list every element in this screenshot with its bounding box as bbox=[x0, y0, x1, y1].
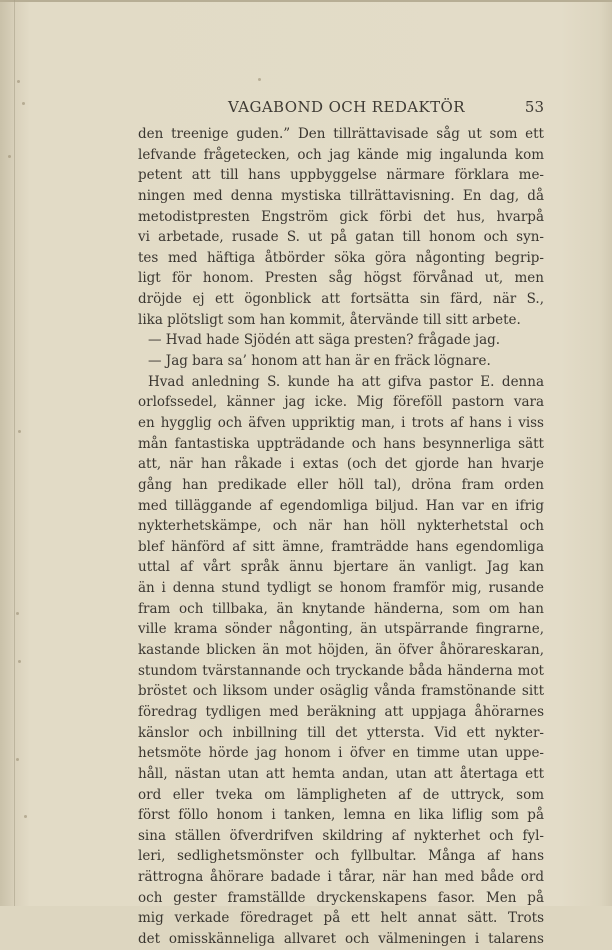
page-top-edge bbox=[0, 0, 612, 2]
text-line: känslor och inbillning till det yttersta. Vid ett nykter- bbox=[138, 724, 544, 741]
paper-speck bbox=[258, 78, 261, 81]
text-line: lika plötsligt som han kommit, återvände till sitt arbete. bbox=[138, 311, 521, 328]
paper-speck bbox=[17, 80, 20, 83]
text-line: hetsmöte hörde jag honom i öfver en timme utan uppe- bbox=[138, 745, 544, 762]
body-text bbox=[138, 124, 544, 950]
text-line: bröstet och liksom under osäglig vånda framstönande sitt bbox=[138, 683, 544, 700]
paper-speck bbox=[18, 430, 21, 433]
text-line: sina ställen öfverdrifven skildring af nykterhet och fyl- bbox=[138, 827, 544, 844]
text-line: med tilläggande af egendomliga biljud. Han var en ifrig bbox=[138, 497, 544, 514]
text-line: orlofssedel, känner jag icke. Mig föreföll pastorn vara bbox=[138, 394, 544, 411]
text-line: rättrogna åhörare badade i tårar, när han med både ord bbox=[138, 869, 544, 886]
dialogue-line: — Jag bara sa’ honom att han är en fräck lögnare. bbox=[148, 353, 491, 370]
text-line: stundom tvärstannande och tryckande båda händerna mot bbox=[138, 662, 544, 679]
text-line: att, när han råkade i extas (och det gjorde han hvarje bbox=[138, 456, 544, 473]
text-line: vi arbetade, rusade S. ut på gatan till honom och syn- bbox=[138, 229, 544, 246]
text-line: uttal af vårt språk ännu bjertare än vanligt. Jag kan bbox=[138, 559, 544, 576]
text-line: ningen med denna mystiska tillrättavisning. En dag, då bbox=[138, 187, 544, 204]
text-line: tes med häftiga åtbörder söka göra någonting begrip- bbox=[138, 249, 544, 266]
text-line: metodistpresten Engström gick förbi det hus, hvarpå bbox=[138, 208, 544, 225]
text-line: det omisskänneliga allvaret och välmeningen i talarens bbox=[138, 930, 544, 947]
text-line: fram och tillbaka, än knytande händerna, som om han bbox=[138, 600, 544, 617]
page-number: 53 bbox=[524, 98, 544, 116]
text-line: ord eller tveka om lämpligheten af de uttryck, som bbox=[138, 786, 544, 803]
binding-gutter bbox=[14, 0, 15, 906]
text-line: petent att till hans uppbyggelse närmare förklara me- bbox=[138, 167, 544, 184]
text-line: den treenige guden.” Den tillrättavisade såg ut som ett bbox=[138, 126, 544, 142]
paper-speck bbox=[16, 758, 19, 761]
paragraph-first-line: Hvad anledning S. kunde ha att gifva pastor E. denna bbox=[148, 373, 544, 390]
text-line: först föllo honom i tanken, lemna en lika liflig som på bbox=[138, 807, 544, 824]
text-line: ligt för honom. Presten såg högst förvånad ut, men bbox=[138, 270, 544, 287]
paper-speck bbox=[22, 102, 25, 105]
text-line: nykterhetskämpe, och när han höll nykterhetstal och bbox=[138, 518, 544, 535]
text-line: blef hänförd af sitt ämne, framträdde hans egendomliga bbox=[138, 538, 544, 555]
text-line: lefvande frågetecken, och jag kände mig ingalunda kom bbox=[138, 146, 544, 163]
text-line: håll, nästan utan att hemta andan, utan att återtaga ett bbox=[138, 765, 544, 782]
text-line: en hygglig och äfven uppriktig man, i trots af hans i viss bbox=[138, 414, 544, 431]
running-title: VAGABOND OCH REDAKTÖR bbox=[228, 98, 465, 116]
paper-speck bbox=[16, 612, 19, 615]
text-line: kastande blicken än mot höjden, än öfver åhörareskaran, bbox=[138, 642, 544, 659]
text-line: än i denna stund tydligt se honom framför mig, rusande bbox=[138, 580, 544, 597]
text-line: leri, sedlighetsmönster och fyllbultar. Många af hans bbox=[138, 848, 544, 865]
text-line: ville krama sönder någonting, än utspärrande fingrarne, bbox=[138, 621, 544, 638]
text-line: föredrag tydligen med beräkning att uppjaga åhörarnes bbox=[138, 703, 544, 720]
text-line: mån fantastiska uppträdande och hans besynnerliga sätt bbox=[138, 435, 544, 452]
paper-speck bbox=[24, 815, 27, 818]
text-line: och gester framställde dryckenskapens fasor. Men på bbox=[138, 889, 544, 906]
paper-speck bbox=[18, 660, 21, 663]
running-header bbox=[138, 98, 544, 118]
text-line: mig verkade föredraget på ett helt annat sätt. Trots bbox=[138, 910, 544, 927]
text-line: dröjde ej ett ögonblick att fortsätta sin färd, när S., bbox=[138, 291, 544, 308]
text-line: gång han predikade eller höll tal), dröna fram orden bbox=[138, 476, 544, 493]
dialogue-line: — Hvad hade Sjödén att säga presten? frågade jag. bbox=[148, 332, 501, 349]
paper-speck bbox=[8, 155, 11, 158]
